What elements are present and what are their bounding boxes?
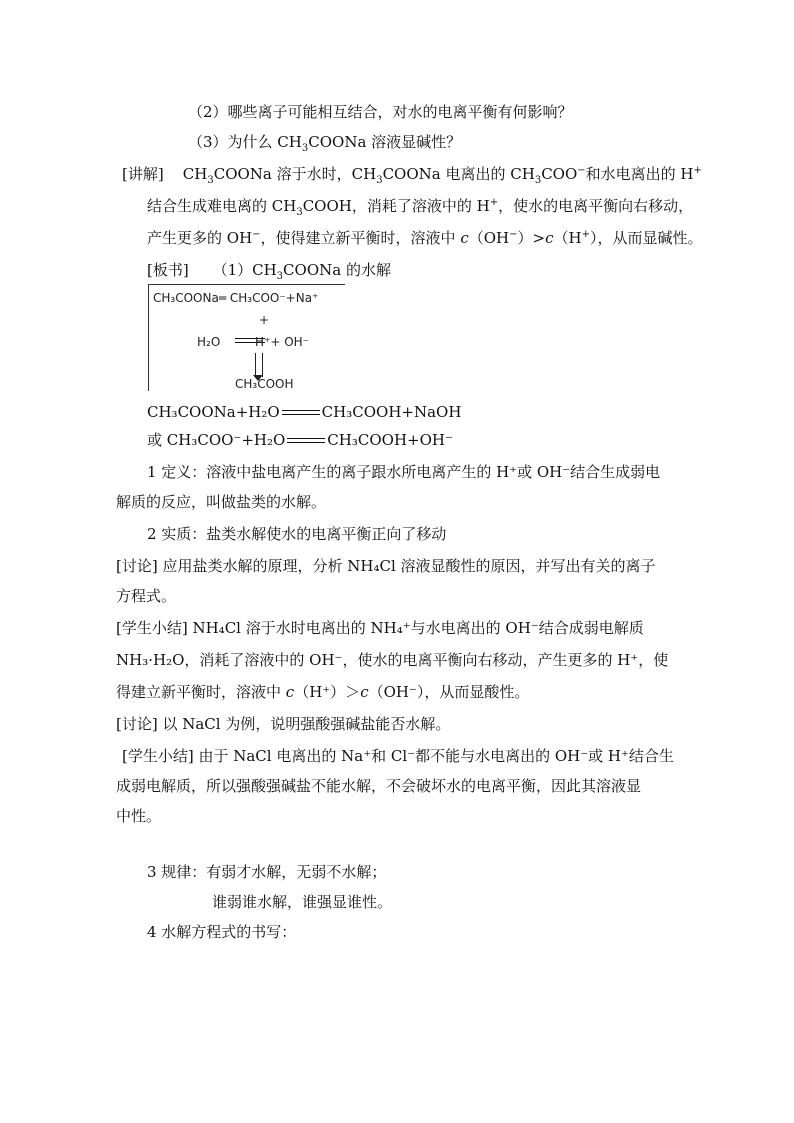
- equation-2: [147, 430, 453, 450]
- q3-text-b: COONa 溶液显碱性？: [308, 133, 462, 151]
- t: （1）CH: [212, 261, 277, 279]
- diagram-ions: H⁺+ OH⁻: [255, 335, 310, 349]
- t: 得建立新平衡时，溶液中: [116, 683, 286, 701]
- eq2-right: CH₃COOH+OH⁻: [327, 431, 453, 449]
- equilibrium-arrow-icon: [287, 438, 325, 444]
- t: （OH: [468, 229, 510, 247]
- eq1-right: CH₃COOH+NaOH: [321, 403, 462, 421]
- student-summary-2-line-2: 成弱电解质，所以强酸强碱盐不能水解，不会破坏水的电离平衡，因此其溶液显: [116, 777, 642, 795]
- t: （H⁺）＞: [294, 683, 361, 701]
- student-summary-1-line-1: [学生小结] NH₄Cl 溶于水时电离出的 NH₄⁺与水电离出的 OH⁻结合成弱电解质: [116, 619, 644, 637]
- t: 产生更多的 OH: [147, 229, 253, 247]
- eq1-left: CH₃COONa+H₂O: [147, 403, 280, 421]
- student-summary-1-line-2: NH₃·H₂O，消耗了溶液中的 OH⁻，使水的电离平衡向右移动，产生更多的 H⁺，使: [116, 651, 669, 669]
- rule-line-1: 3 规律：有弱才水解，无弱不水解；: [147, 863, 387, 881]
- diagram-acetic-acid: CH₃COOH: [235, 377, 294, 391]
- t: c: [360, 683, 369, 701]
- t: （OH⁻），从而显酸性。: [368, 683, 530, 701]
- t: COO: [541, 165, 578, 183]
- definition-line-2: 解质的反应，叫做盐类的水解。: [116, 493, 327, 511]
- equilibrium-arrow-icon: [282, 410, 320, 416]
- student-summary-2-line-1: [学生小结] 由于 NaCl 电离出的 Na⁺和 Cl⁻都不能与水电离出的 OH⁻或 H⁺结合生: [122, 747, 674, 765]
- banshu-line: [板书] $(1)CH_3COONa$ 的水解: [147, 261, 391, 282]
- question-3: （3）为什么 $CH_3COONa$ 溶液显碱性？: [188, 133, 462, 154]
- jiangjie-line-3: 产生更多的 OH−，使得建立新平衡时，溶液中 c（OH−）>c（H+），从而显碱性。: [147, 229, 703, 247]
- discussion-1-line-2: 方程式。: [116, 587, 177, 605]
- question-2: （2）哪些离子可能相互结合，对水的电离平衡有何影响？: [188, 103, 573, 121]
- t: ），从而显碱性。: [590, 229, 703, 247]
- down-arrow-icon: [255, 353, 263, 377]
- student-summary-1-line-3: [116, 682, 529, 702]
- rule-line-2: 谁弱谁水解，谁强显谁性。: [212, 893, 393, 911]
- t: （H: [553, 229, 582, 247]
- student-summary-2-line-3: 中性。: [116, 807, 162, 825]
- t: 和水电离出的 H: [585, 165, 694, 183]
- t: 结合生成难电离的 CH: [147, 197, 297, 215]
- t: COOH，消耗了溶液中的 H: [302, 197, 490, 215]
- jiangjie-line-1: [讲解] $CH_3COONa$ 溶于水时，$CH_3COONa$ 电离出的 $CH_3COO^-$和水电离出的 H+: [122, 165, 702, 186]
- t: COONa 的水解: [283, 261, 391, 279]
- discussion-2-line: [讨论] 以 NaCl 为例，说明强酸强碱盐能否水解。: [116, 715, 451, 733]
- jiangjie-tag: [讲解]: [122, 165, 164, 183]
- t: c: [285, 683, 295, 701]
- writing-heading: 4 水解方程式的书写：: [147, 923, 297, 941]
- t: COONa 溶于水时，CH: [213, 165, 377, 183]
- t: ，使水的电离平衡向右移动，: [498, 197, 694, 215]
- hydrolysis-diagram: [148, 284, 345, 391]
- t: ）>: [517, 229, 546, 247]
- jiangjie-line-2: 结合生成难电离的 $CH_3COOH$，消耗了溶液中的 H+，使水的电离平衡向右移动，: [147, 197, 694, 218]
- equation-1: [147, 402, 461, 422]
- diagram-water: H₂O: [197, 335, 221, 349]
- definition-line-1: 1 定义：溶液中盐电离产生的离子跟水所电离产生的 H⁺或 OH⁻结合生成弱电: [147, 463, 661, 481]
- diagram-plus: +: [259, 313, 270, 327]
- discussion-1-line-1: [讨论] 应用盐类水解的原理，分析 NH₄Cl 溶液显酸性的原因，并写出有关的离子: [116, 557, 656, 575]
- t: CH: [182, 165, 208, 183]
- diagram-row-1: CH₃COONa═ CH₃COO⁻+Na⁺: [153, 291, 319, 305]
- q3-text-a: （3）为什么 CH: [188, 133, 302, 151]
- t: COONa 电离出的 CH: [382, 165, 535, 183]
- eq2-left: 或 CH₃COO⁻+H₂O: [147, 431, 286, 449]
- banshu-tag: [板书]: [147, 261, 189, 279]
- essence-line: 2 实质：盐类水解使水的电离平衡正向了移动: [147, 525, 447, 543]
- t: ，使得建立新平衡时，溶液中: [260, 229, 456, 247]
